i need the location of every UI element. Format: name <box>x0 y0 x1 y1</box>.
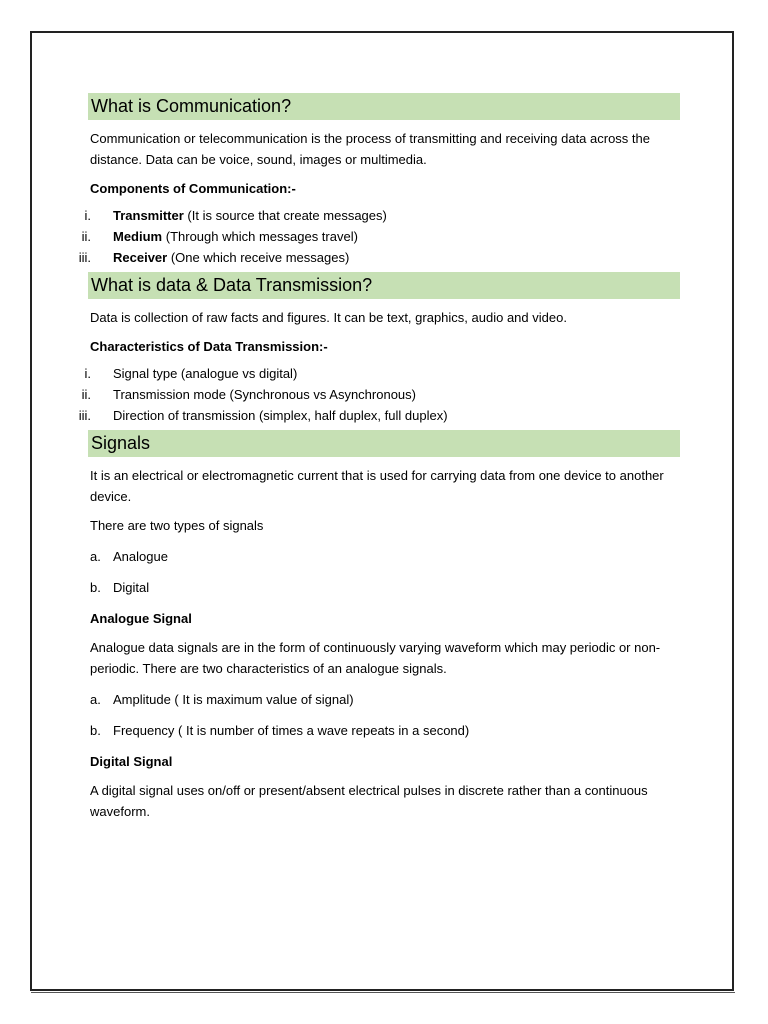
list-letter: b. <box>90 723 101 738</box>
digital-signal-desc: A digital signal uses on/off or present/absent electrical pulses in discrete rather than a continuous waveform. <box>90 783 648 819</box>
characteristic-text: Signal type (analogue vs digital) <box>113 366 298 381</box>
components-list <box>78 205 680 268</box>
components-label: Components of Communication:- <box>90 181 296 196</box>
heading-data-transmission: What is data & Data Transmission? <box>88 272 680 299</box>
list-item <box>81 384 680 405</box>
list-number: iii. <box>78 250 91 265</box>
list-letter: a. <box>90 692 101 707</box>
list-number: i. <box>84 208 91 223</box>
component-term: Receiver <box>113 250 168 265</box>
list-number: iii. <box>78 408 91 423</box>
data-intro: Data is collection of raw facts and figures. It can be text, graphics, audio and video. <box>90 310 567 325</box>
digital-signal-label: Digital Signal <box>90 754 173 769</box>
list-item <box>78 247 680 268</box>
analogue-signal-desc: Analogue data signals are in the form of continuously varying waveform which may periodic or non-periodic. There are two characteristics of an analogue signals. <box>90 640 661 676</box>
component-desc: (Through which messages travel) <box>162 229 358 244</box>
list-number: ii. <box>81 387 91 402</box>
list-item <box>88 720 680 741</box>
heading-signals: Signals <box>88 430 680 457</box>
characteristic-text: Direction of transmission (simplex, half duplex, full duplex) <box>113 408 448 423</box>
list-number: ii. <box>81 229 91 244</box>
list-item <box>84 363 680 384</box>
list-number: i. <box>84 366 91 381</box>
analogue-characteristic: Amplitude ( It is maximum value of signal) <box>113 692 354 707</box>
component-desc: (One which receive messages) <box>167 250 350 265</box>
list-item <box>88 689 680 710</box>
list-letter: b. <box>90 580 101 595</box>
component-desc: (It is source that create messages) <box>183 208 387 223</box>
characteristics-label: Characteristics of Data Transmission:- <box>90 339 328 354</box>
list-letter: a. <box>90 549 101 564</box>
signal-type: Digital <box>113 580 150 595</box>
list-item <box>88 546 680 567</box>
list-item <box>88 577 680 598</box>
communication-intro: Communication or telecommunication is the process of transmitting and receiving data across the distance. Data can be voice, sound, images or multimedia. <box>90 131 650 167</box>
characteristic-text: Transmission mode (Synchronous vs Asynchronous) <box>113 387 416 402</box>
signals-intro: It is an electrical or electromagnetic current that is used for carrying data from one device to another device. <box>90 468 664 504</box>
list-item <box>78 405 680 426</box>
component-term: Transmitter <box>113 208 184 223</box>
analogue-signal-label: Analogue Signal <box>90 611 192 626</box>
list-item <box>81 226 680 247</box>
heading-what-is-communication: What is Communication? <box>88 93 680 120</box>
characteristics-list <box>78 363 680 426</box>
document-body <box>78 93 680 822</box>
signal-types-intro: There are two types of signals <box>90 518 264 533</box>
list-item <box>84 205 680 226</box>
signal-type: Analogue <box>113 549 168 564</box>
component-term: Medium <box>113 229 163 244</box>
analogue-characteristic: Frequency ( It is number of times a wave repeats in a second) <box>113 723 470 738</box>
